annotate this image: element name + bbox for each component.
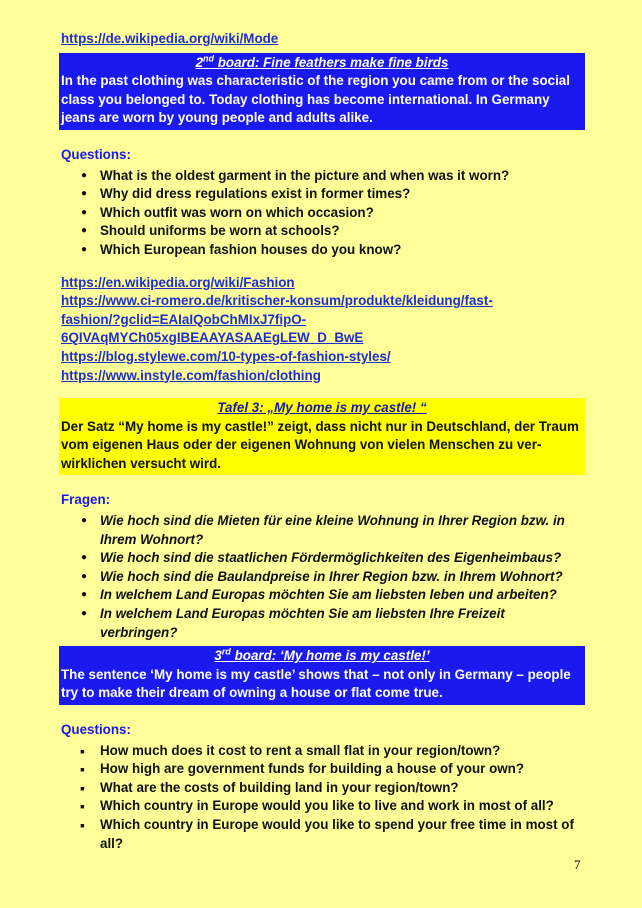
fragen-heading: Fragen: bbox=[61, 492, 111, 508]
list-item: ● Wie hoch sind die Mieten für eine kleine Wohnung in Ihrer Region bzw. in Ihrem Wohnort? bbox=[61, 512, 583, 549]
list-item: ● What is the oldest garment in the picture and when was it worn? bbox=[61, 167, 583, 186]
tafel-3-box bbox=[59, 398, 585, 475]
board-2-text: In the past clothing was characteristic of the region you came from or the social class you belonged to. Today clothing has become international. In Germany jeans are worn by young people and adults alike. bbox=[61, 73, 570, 126]
board-3-text: The sentence ‘My home is my castle’ shows that – not only in Germany – people try to make their dream of owning a house or flat come true. bbox=[61, 666, 571, 701]
list-item: ● Why did dress regulations exist in former times? bbox=[61, 185, 583, 204]
list-item: ▪ How much does it cost to rent a small flat in your region/town? bbox=[61, 742, 583, 761]
questions-heading-board-3: Questions: bbox=[61, 722, 131, 737]
link-ci-romero-part-2[interactable]: fashion/?gclid=EAIaIQobChMIxJ7fipO- bbox=[61, 311, 307, 327]
list-item: ● Which outfit was worn on which occasion? bbox=[61, 204, 583, 223]
board-2-title: 2nd board: Fine feathers make fine birds bbox=[195, 53, 449, 70]
tafel-3-title: Tafel 3: „My home is my castle! “ bbox=[217, 400, 427, 416]
board-3-box bbox=[59, 646, 585, 705]
links-block bbox=[61, 274, 583, 386]
board-3-title: 3rd board: ‘My home is my castle!’ bbox=[214, 646, 430, 664]
list-item: ● Wie hoch sind die staatlichen Fördermöglichkeiten des Eigenheimbaus? bbox=[61, 549, 583, 568]
page-content bbox=[61, 30, 583, 853]
list-item: ● In welchem Land Europas möchten Sie am liebsten leben und arbeiten? bbox=[61, 586, 583, 605]
fragen-list bbox=[61, 512, 583, 642]
page-number: 7 bbox=[574, 857, 581, 872]
link-ci-romero-part-3[interactable]: 6QIVAqMYCh05xgIBEAAYASAAEgLEW_D_BwE bbox=[61, 330, 364, 346]
list-item: ▪ What are the costs of building land in your region/town? bbox=[61, 779, 583, 798]
link-de-wikipedia-mode[interactable]: https://de.wikipedia.org/wiki/Mode bbox=[61, 31, 279, 46]
list-item: ● Which European fashion houses do you know? bbox=[61, 241, 583, 260]
list-item: ▪ Which country in Europe would you like to spend your free time in most of all? bbox=[61, 816, 583, 853]
link-instyle[interactable]: https://www.instyle.com/fashion/clothing bbox=[61, 367, 321, 383]
link-ci-romero-part-1[interactable]: https://www.ci-romero.de/kritischer-konsum/produkte/kleidung/fast- bbox=[61, 293, 493, 309]
link-stylewe[interactable]: https://blog.stylewe.com/10-types-of-fashion-styles/ bbox=[61, 348, 391, 364]
questions-heading-board-2: Questions: bbox=[61, 146, 131, 162]
board-2-box bbox=[59, 53, 585, 130]
list-item: ▪ How high are government funds for building a house of your own? bbox=[61, 760, 583, 779]
tafel-3-text: Der Satz “My home is my castle!” zeigt, dass nicht nur in Deutschland, der Traum vom eigenen Haus oder der eigenen Wohnung von vielen Menschen zu ver-wirklichen versucht wird. bbox=[61, 418, 579, 471]
list-item: ▪ Which country in Europe would you like to live and work in most of all? bbox=[61, 797, 583, 816]
link-en-wikipedia-fashion[interactable]: https://en.wikipedia.org/wiki/Fashion bbox=[61, 274, 295, 290]
questions-list-board-3 bbox=[61, 742, 583, 854]
questions-list-board-2 bbox=[61, 167, 583, 260]
list-item: ● Should uniforms be worn at schools? bbox=[61, 222, 583, 241]
list-item: ● Wie hoch sind die Baulandpreise in Ihrer Region bzw. in Ihrem Wohnort? bbox=[61, 568, 583, 587]
list-item: ● In welchem Land Europas möchten Sie am liebsten Ihre Freizeit verbringen? bbox=[61, 605, 583, 642]
